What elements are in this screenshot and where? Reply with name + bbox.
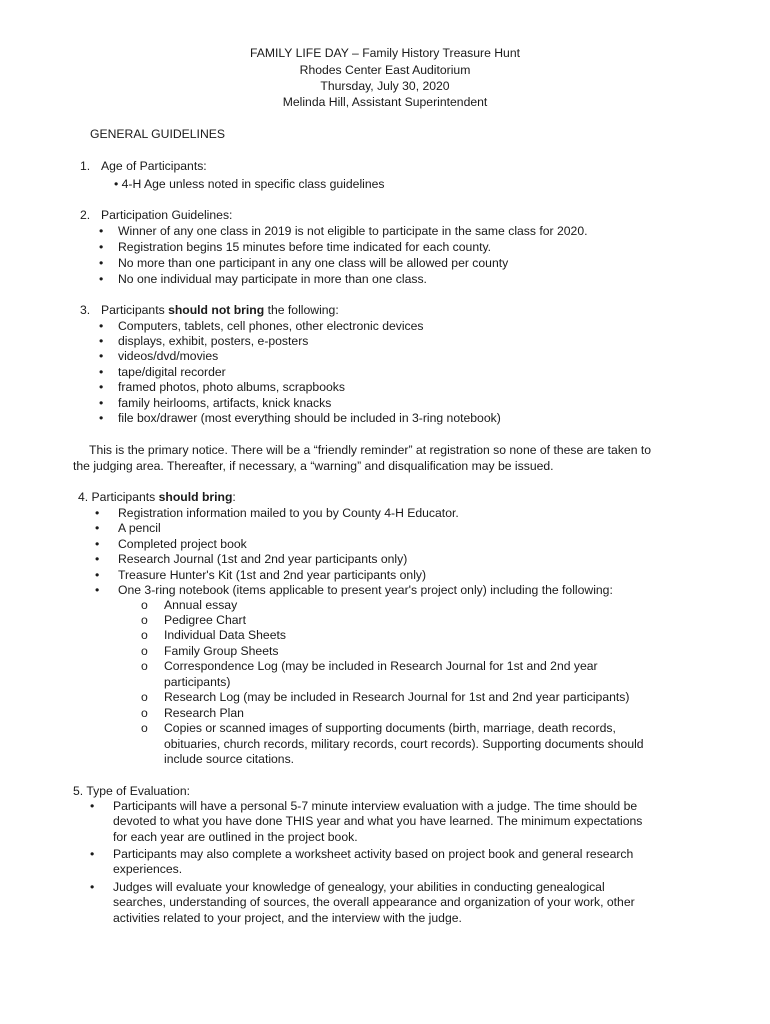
date-line: Thursday, July 30, 2020 [320,79,450,93]
sub-bullet: o [141,721,148,735]
bullet: • [95,521,100,535]
section-2-item: Registration begins 15 minutes before time indicated for each county. [118,240,492,254]
section-3-number: 3. [80,303,91,317]
sub-bullet: o [141,644,148,658]
section-1-title: Age of Participants: [101,159,207,173]
bullet: • [95,552,100,566]
section-3-item: displays, exhibit, posters, e-posters [118,334,309,348]
section-4-subitem: Correspondence Log (may be included in Research Journal for 1st and 2nd year [164,659,598,673]
section-4-subitem: Copies or scanned images of supporting documents (birth, marriage, death records, [164,721,616,735]
section-4-item: Research Journal (1st and 2nd year participants only) [118,552,408,566]
section-4-subitem: Family Group Sheets [164,644,279,658]
section-4-title-post: : [232,490,236,504]
section-4-item: Registration information mailed to you by County 4-H Educator. [118,506,459,520]
bullet: • [99,365,104,379]
section-4-subitem: Annual essay [164,598,238,612]
section-2-item: No one individual may participate in more than one class. [118,272,427,286]
bullet: • [99,349,104,363]
section-3-item: Computers, tablets, cell phones, other electronic devices [118,319,424,333]
section-5-item-line: devoted to what you have done THIS year and what you have learned. The minimum expectations [113,814,643,828]
section-2-title: Participation Guidelines: [101,208,233,222]
bullet: • [99,224,104,238]
bullet: • [99,319,104,333]
section-2-item: No more than one participant in any one class will be allowed per county [118,256,509,270]
section-3-item: tape/digital recorder [118,365,226,379]
section-4-item: One 3-ring notebook (items applicable to present year's project only) including the following: [118,583,613,597]
sub-bullet: o [141,659,148,673]
section-3-item: framed photos, photo albums, scrapbooks [118,380,345,394]
section-5-item-line: for each year are outlined in the project book. [113,830,358,844]
bullet: • [99,380,104,394]
section-5-item-line: Participants will have a personal 5-7 minute interview evaluation with a judge. The time should be [113,799,638,813]
section-4-subitem: Research Plan [164,706,244,720]
section-4-subitem-continued: obituaries, church records, military records, court records). Supporting documents should [164,737,644,751]
section-3-title-pre: Participants [101,303,169,317]
bullet: • [90,799,95,813]
section-1-number: 1. [80,159,91,173]
sub-bullet: o [141,613,148,627]
section-4-title-bold: should bring [158,490,233,504]
section-5-item-line: Participants may also complete a worksheet activity based on project book and general research [113,847,634,861]
bullet: • [99,272,104,286]
section-5-item-line: experiences. [113,862,183,876]
section-4-subitem-continued: participants) [164,675,231,689]
section-1-item: • 4-H Age unless noted in specific class guidelines [114,177,385,191]
section-5-item-line: Judges will evaluate your knowledge of genealogy, your abilities in conducting genealogical [113,880,605,894]
section-4-title [78,490,236,505]
superintendent-line: Melinda Hill, Assistant Superintendent [282,95,488,109]
bullet: • [95,537,100,551]
section-3-title-post: the following: [264,303,339,317]
sub-bullet: o [141,706,148,720]
notice-line-1: This is the primary notice. There will be a “friendly reminder” at registration so none of these are taken to [89,443,652,457]
section-3-item: videos/dvd/movies [118,349,219,363]
section-3-item: file box/drawer (most everything should be included in 3-ring notebook) [118,411,501,425]
sub-bullet: o [141,598,148,612]
section-3-item: family heirlooms, artifacts, knick knacks [118,396,332,410]
sub-bullet: o [141,690,148,704]
notice-line-2: the judging area. Thereafter, if necessary, a “warning” and disqualification may be issued. [73,459,554,473]
section-4-item: A pencil [118,521,161,535]
section-5-title: 5. Type of Evaluation: [73,784,190,798]
bullet: • [90,880,95,894]
section-4-item: Completed project book [118,537,247,551]
sub-bullet: o [141,628,148,642]
section-4-subitem: Individual Data Sheets [164,628,286,642]
bullet: • [99,256,104,270]
bullet: • [99,411,104,425]
title-line: FAMILY LIFE DAY – Family History Treasure Hunt [249,46,520,60]
section-3-title-bold: should not bring [168,303,265,317]
bullet: • [95,568,100,582]
section-5-item-line: activities related to your project, and the interview with the judge. [113,911,462,925]
section-4-subitem-continued: include source citations. [164,752,295,766]
bullet: • [95,583,100,597]
bullet: • [99,334,104,348]
bullet: • [95,506,100,520]
venue-line: Rhodes Center East Auditorium [299,63,471,77]
section-4-item: Treasure Hunter's Kit (1st and 2nd year participants only) [118,568,427,582]
section-4-title-pre: 4. Participants [78,490,159,504]
section-4-subitem: Pedigree Chart [164,613,246,627]
general-guidelines-heading: GENERAL GUIDELINES [90,127,226,141]
section-2-number: 2. [80,208,91,222]
bullet: • [90,847,95,861]
section-5-item-line: searches, understanding of sources, the overall appearance and organization of your work, other [113,895,635,909]
section-3-title [101,303,339,318]
bullet: • [99,396,104,410]
section-2-item: Winner of any one class in 2019 is not eligible to participate in the same class for 2020. [118,224,588,238]
section-4-subitem: Research Log (may be included in Research Journal for 1st and 2nd year participants) [164,690,630,704]
bullet: • [99,240,104,254]
